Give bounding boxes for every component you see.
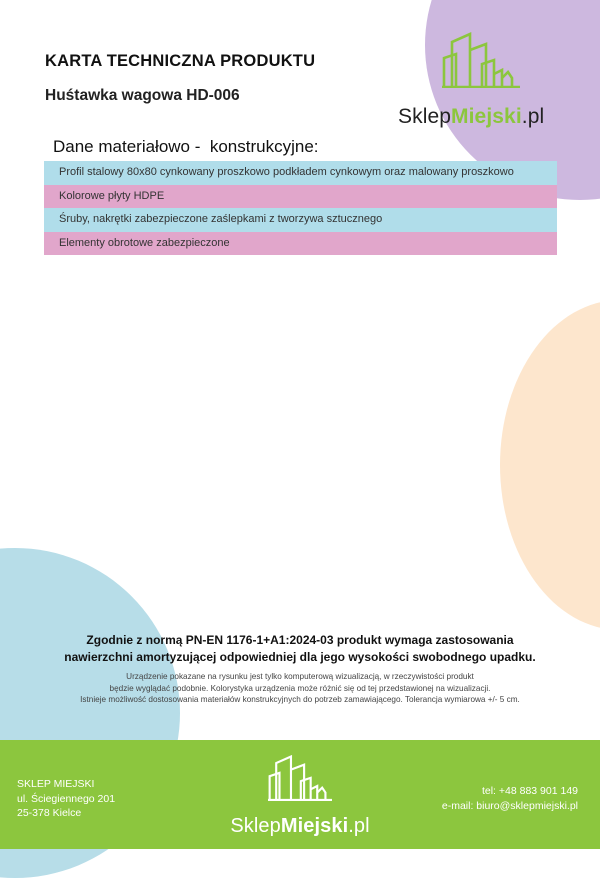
brand-part-pl: .pl [521,105,545,128]
brand-part-miejski: Miejski [280,815,349,837]
footer-brand-wordmark [0,815,600,838]
city-buildings-icon [268,747,332,807]
disclaimer-line: Urządzenie pokazane na rysunku jest tylko komputerową wizualizacją, w rzeczywistości produkt [126,672,474,681]
brand-part-pl: .pl [348,815,370,837]
phone-number[interactable]: tel: +48 883 901 149 [481,785,578,797]
email-address[interactable]: e-mail: biuro@sklepmiejski.pl [441,799,578,812]
material-item: Kolorowe płyty HDPE [44,185,557,209]
materials-list [44,161,557,255]
brand-part-sklep: Sklep [230,815,281,837]
company-address [17,777,115,821]
company-city: 25-378 Kielce [17,807,82,819]
material-item: Profil stalowy 80x80 cynkowany proszkowo podkładem cynkowym oraz malowany proszkowo [44,161,557,185]
product-name: Huśtawka wagowa HD-006 [45,87,240,104]
safety-notice-line: Zgodnie z normą PN-EN 1176-1+A1:2024-03 produkt wymaga zastosowania [86,633,514,647]
brand-logo [398,30,588,130]
company-street: ul. Ściegiennego 201 [17,792,116,805]
contact-info [442,784,578,813]
document-title: KARTA TECHNICZNA PRODUKTU [45,52,316,70]
safety-notice [0,632,600,666]
city-buildings-icon [442,30,520,88]
brand-part-sklep: Sklep [398,105,452,128]
disclaimer-line: Istnieje możliwość dostosowania materiałów konstrukcyjnych do potrzeb zamawiającego. Tolerancja wymiarowa +/- 5 cm. [80,695,520,704]
material-item: Śruby, nakrętki zabezpieczone zaślepkami z tworzywa sztucznego [44,208,557,232]
decorative-peach-circle [500,300,600,630]
disclaimer [0,671,600,706]
company-name: SKLEP MIEJSKI [17,778,95,790]
material-item: Elementy obrotowe zabezpieczone [44,232,557,256]
brand-part-miejski: Miejski [451,105,522,128]
brand-wordmark [398,105,544,129]
disclaimer-line: będzie wyglądać podobnie. Kolorystyka urządzenia może różnić się od tej przedstawionej na wizualizacji. [109,683,491,693]
materials-heading: Dane materiałowo - konstrukcyjne: [53,137,319,156]
safety-notice-line: nawierzchni amortyzującej odpowiedniej dla jego wysokości swobodnego upadku. [64,650,536,664]
footer [0,740,600,849]
